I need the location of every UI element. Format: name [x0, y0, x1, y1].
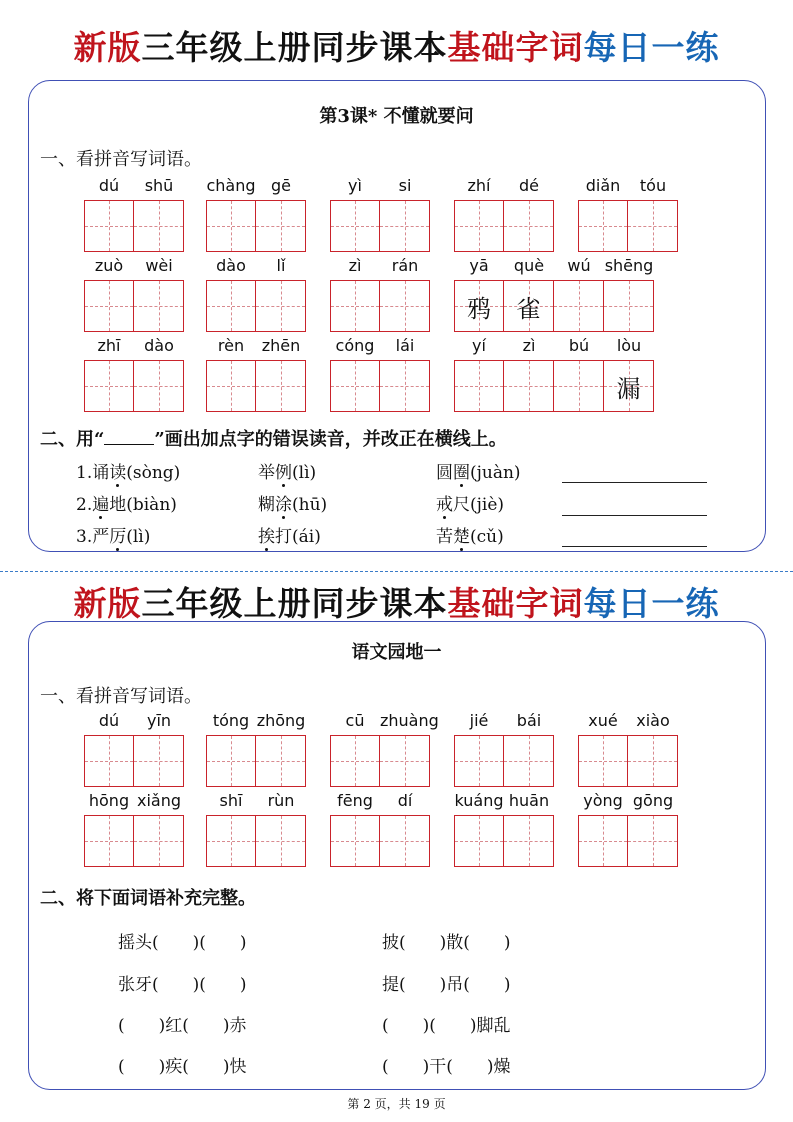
tianzige-cell[interactable]	[578, 735, 628, 787]
pinyin-row	[578, 791, 678, 813]
pinyin-row	[578, 711, 678, 733]
header2-part2: 三年级上册同步课本	[141, 584, 448, 623]
tianzige-cell[interactable]	[134, 360, 184, 412]
pinyin-syllable: zhí	[467, 176, 491, 195]
tianzige-cell[interactable]	[554, 280, 604, 332]
item-prefix: 1.诵	[76, 463, 110, 483]
pinyin-row	[454, 711, 554, 733]
pinyin-syllable: bú	[568, 336, 590, 355]
tianzige-boxes	[206, 200, 306, 252]
pinyin-syllable: yīn	[146, 711, 172, 730]
tianzige-boxes	[206, 815, 306, 867]
item-prefix: 苦	[436, 527, 453, 547]
pinyin-syllable: kuáng	[454, 791, 504, 810]
top-q2-title-b: ”画出加点字的错误读音，并改正在横线上。	[154, 429, 507, 450]
dotted-character: 读	[109, 463, 127, 483]
item-suffix: (cǔ)	[470, 527, 504, 547]
item-prefix: 2.	[76, 495, 93, 515]
tianzige-boxes	[454, 815, 554, 867]
pinyin-row	[206, 256, 306, 278]
tianzige-cell[interactable]	[256, 200, 306, 252]
pinyin-syllable: jié	[469, 711, 489, 730]
pinyin-syllable: shū	[144, 176, 174, 195]
top-q2-blank	[104, 444, 154, 445]
item-suffix: 打(ái)	[275, 527, 321, 547]
tianzige-cell[interactable]	[454, 200, 504, 252]
tianzige-boxes	[84, 815, 184, 867]
pinyin-row	[206, 711, 306, 733]
page-header-top	[0, 22, 793, 69]
idiom-fill-item-3[interactable]: 张牙( )( )	[118, 975, 247, 995]
pinyin-syllable: wèi	[145, 256, 173, 275]
tianzige-boxes	[330, 360, 430, 412]
tianzige-cell[interactable]	[256, 815, 306, 867]
pinyin-row	[206, 336, 306, 358]
tianzige-cell[interactable]	[380, 815, 430, 867]
top-q2-title-a: 二、用“	[40, 429, 105, 450]
pinyin-syllable: tóu	[639, 176, 667, 195]
dotted-character: 遍	[92, 495, 110, 515]
tianzige-boxes	[454, 360, 654, 412]
pinyin-syllable: bái	[516, 711, 542, 730]
pinyin-syllable: dé	[519, 176, 539, 195]
pinyin-syllable: yòng	[583, 791, 623, 810]
tianzige-boxes	[84, 200, 184, 252]
dotted-character: 戒	[436, 495, 453, 515]
pinyin-row	[330, 791, 430, 813]
idiom-fill-item-7[interactable]: ( )疾( )快	[118, 1057, 247, 1077]
item-prefix: 3.严	[76, 527, 110, 547]
header-part3: 基础字词	[447, 28, 584, 67]
tianzige-cell[interactable]	[330, 200, 380, 252]
pinyin-syllable: gōng	[632, 791, 674, 810]
tianzige-cell[interactable]	[84, 735, 134, 787]
pronunciation-item-1	[76, 458, 180, 483]
pinyin-syllable: shī	[219, 791, 243, 810]
tianzige-cell[interactable]	[256, 360, 306, 412]
bottom-lesson-title: 语文园地一	[351, 642, 442, 663]
pinyin-row	[578, 176, 678, 198]
pinyin-syllable: dào	[144, 336, 174, 355]
tianzige-cell[interactable]	[454, 360, 504, 412]
tianzige-cell[interactable]	[380, 735, 430, 787]
pinyin-row	[84, 176, 184, 198]
tianzige-cell[interactable]	[604, 360, 654, 412]
header-part4: 每日一练	[583, 28, 720, 67]
header2-part3: 基础字词	[447, 584, 584, 623]
dotted-character: 楚	[453, 527, 470, 547]
pinyin-syllable: zuò	[94, 256, 124, 275]
header-part2: 三年级上册同步课本	[141, 28, 448, 67]
pinyin-row	[454, 336, 654, 358]
tianzige-cell[interactable]	[206, 360, 256, 412]
tianzige-cell[interactable]	[380, 200, 430, 252]
tianzige-boxes	[84, 280, 184, 332]
tianzige-boxes	[454, 200, 554, 252]
tianzige-cell[interactable]	[628, 735, 678, 787]
tianzige-boxes	[330, 735, 430, 787]
pinyin-syllable: yí	[472, 336, 486, 355]
item-suffix: (lì)	[292, 463, 317, 483]
tianzige-cell[interactable]	[380, 280, 430, 332]
tianzige-cell[interactable]	[504, 360, 554, 412]
pinyin-row	[206, 791, 306, 813]
tianzige-boxes	[454, 280, 654, 332]
tianzige-cell[interactable]	[380, 360, 430, 412]
tianzige-cell[interactable]	[628, 815, 678, 867]
pinyin-row	[84, 256, 184, 278]
pinyin-row	[84, 336, 184, 358]
answer-line-1[interactable]	[562, 482, 707, 483]
bottom-q1-title: 一、看拼音写词语。	[40, 686, 202, 707]
tianzige-boxes	[206, 360, 306, 412]
pinyin-row	[330, 176, 430, 198]
pinyin-row	[330, 336, 430, 358]
tianzige-cell[interactable]	[134, 815, 184, 867]
pinyin-syllable: lái	[395, 336, 415, 355]
dotted-character: 厉	[109, 527, 127, 547]
pinyin-row	[84, 791, 184, 813]
pinyin-row	[206, 176, 306, 198]
pinyin-syllable: xué	[588, 711, 618, 730]
pronunciation-item-3	[436, 458, 521, 483]
item-prefix: 举	[258, 463, 275, 483]
item-prefix: 糊	[258, 495, 275, 515]
pinyin-syllable: rán	[391, 256, 419, 275]
tianzige-cell[interactable]	[578, 815, 628, 867]
item-suffix: (lì)	[126, 527, 151, 547]
given-character: 鸦	[467, 294, 491, 323]
pinyin-syllable: wú	[567, 256, 591, 275]
pinyin-row	[84, 711, 184, 733]
dotted-character: 涂	[275, 495, 292, 515]
pinyin-syllable: dí	[397, 791, 413, 810]
tianzige-cell[interactable]	[330, 735, 380, 787]
idiom-fill-item-4[interactable]: 提( )吊( )	[382, 975, 511, 995]
tianzige-boxes	[330, 815, 430, 867]
item-prefix: 圆	[436, 463, 453, 483]
tianzige-cell[interactable]	[84, 280, 134, 332]
idiom-fill-item-6[interactable]: ( )( )脚乱	[382, 1016, 511, 1036]
bottom-q2-title: 二、将下面词语补充完整。	[40, 888, 256, 909]
pinyin-syllable: zì	[348, 256, 362, 275]
idiom-fill-item-1[interactable]: 摇头( )( )	[118, 933, 247, 953]
answer-line-3[interactable]	[562, 546, 707, 547]
tianzige-cell[interactable]	[134, 735, 184, 787]
pinyin-syllable: tóng	[212, 711, 250, 730]
dotted-character: 挨	[258, 527, 275, 547]
pinyin-syllable: dú	[98, 176, 120, 195]
tianzige-cell[interactable]	[206, 200, 256, 252]
pinyin-syllable: xiào	[636, 711, 670, 730]
tianzige-cell[interactable]	[330, 360, 380, 412]
pronunciation-item-8	[258, 522, 321, 547]
pronunciation-item-7	[76, 522, 150, 547]
pinyin-syllable: què	[513, 256, 545, 275]
tianzige-cell[interactable]	[206, 735, 256, 787]
top-q2-title	[40, 425, 507, 451]
pinyin-row	[454, 791, 554, 813]
pinyin-syllable: zhī	[97, 336, 121, 355]
tianzige-cell[interactable]	[504, 280, 554, 332]
pinyin-syllable: cū	[345, 711, 365, 730]
tianzige-cell[interactable]	[330, 280, 380, 332]
tianzige-cell[interactable]	[256, 280, 306, 332]
pinyin-syllable: huān	[508, 791, 550, 810]
tianzige-boxes	[206, 280, 306, 332]
page-header-bottom	[0, 578, 793, 625]
tianzige-boxes	[330, 200, 430, 252]
tianzige-cell[interactable]	[84, 360, 134, 412]
page-footer: 第 2 页，共 19 页	[347, 1097, 446, 1111]
pinyin-row	[330, 711, 439, 733]
pinyin-syllable: shēng	[604, 256, 654, 275]
pinyin-syllable: zhōng	[256, 711, 306, 730]
tianzige-boxes	[578, 200, 678, 252]
tianzige-boxes	[84, 360, 184, 412]
tianzige-cell[interactable]	[206, 815, 256, 867]
pronunciation-item-9	[436, 522, 504, 547]
pronunciation-item-2	[258, 458, 316, 483]
pinyin-syllable: yā	[469, 256, 489, 275]
pinyin-syllable: xiǎng	[136, 791, 181, 810]
pinyin-syllable: lòu	[616, 336, 642, 355]
idiom-fill-item-8[interactable]: ( )干( )燥	[382, 1057, 511, 1077]
tianzige-cell[interactable]	[628, 200, 678, 252]
pinyin-syllable: chàng	[206, 176, 256, 195]
pronunciation-item-6	[436, 490, 504, 515]
idiom-fill-item-2[interactable]: 披( )散( )	[382, 933, 511, 953]
tianzige-cell[interactable]	[454, 280, 504, 332]
pinyin-syllable: yì	[348, 176, 362, 195]
given-character: 漏	[616, 374, 641, 403]
header-part1: 新版	[73, 28, 142, 67]
tianzige-cell[interactable]	[84, 815, 134, 867]
pinyin-row	[454, 256, 654, 278]
dotted-character: 例	[275, 463, 292, 483]
item-suffix: 尺(jiè)	[453, 495, 505, 515]
item-suffix: (hū)	[292, 495, 328, 515]
tianzige-boxes	[84, 735, 184, 787]
tianzige-boxes	[454, 735, 554, 787]
dotted-character: 圈	[453, 463, 470, 483]
pinyin-syllable: si	[398, 176, 412, 195]
pinyin-syllable: rùn	[267, 791, 295, 810]
top-q1-title: 一、看拼音写词语。	[40, 149, 202, 170]
pinyin-syllable: gē	[271, 176, 291, 195]
header2-part4: 每日一练	[583, 584, 720, 623]
top-lesson-title: 第3课* 不懂就要问	[319, 106, 474, 127]
tianzige-cell[interactable]	[504, 200, 554, 252]
idiom-fill-item-5[interactable]: ( )红( )赤	[118, 1016, 247, 1036]
tianzige-cell[interactable]	[84, 200, 134, 252]
header2-part1: 新版	[73, 584, 142, 623]
given-character: 雀	[516, 294, 541, 323]
tianzige-cell[interactable]	[504, 735, 554, 787]
pinyin-row	[330, 256, 430, 278]
tianzige-cell[interactable]	[504, 815, 554, 867]
tianzige-cell[interactable]	[554, 360, 604, 412]
tianzige-boxes	[578, 815, 678, 867]
pinyin-row	[454, 176, 554, 198]
item-suffix: (sòng)	[126, 463, 181, 483]
pinyin-syllable: lǐ	[276, 256, 286, 275]
pinyin-syllable: zhēn	[261, 336, 301, 355]
item-suffix: 地(biàn)	[109, 495, 177, 515]
cut-line	[0, 571, 793, 572]
pinyin-syllable: cóng	[335, 336, 375, 355]
pinyin-syllable: fēng	[337, 791, 373, 810]
pinyin-syllable: dào	[216, 256, 246, 275]
pinyin-syllable: dú	[98, 711, 120, 730]
item-suffix: (juàn)	[470, 463, 521, 483]
pinyin-syllable: hōng	[88, 791, 130, 810]
tianzige-cell[interactable]	[256, 735, 306, 787]
pinyin-syllable: rèn	[217, 336, 245, 355]
tianzige-cell[interactable]	[330, 815, 380, 867]
tianzige-cell[interactable]	[454, 815, 504, 867]
pronunciation-item-5	[258, 490, 327, 515]
tianzige-boxes	[578, 735, 678, 787]
tianzige-cell[interactable]	[134, 280, 184, 332]
tianzige-cell[interactable]	[604, 280, 654, 332]
tianzige-boxes	[206, 735, 306, 787]
pinyin-syllable: zì	[522, 336, 536, 355]
pinyin-syllable: zhuàng	[380, 711, 439, 730]
tianzige-cell[interactable]	[454, 735, 504, 787]
pronunciation-item-4	[76, 490, 177, 515]
tianzige-cell[interactable]	[206, 280, 256, 332]
answer-line-2[interactable]	[562, 515, 707, 516]
tianzige-cell[interactable]	[578, 200, 628, 252]
tianzige-boxes	[330, 280, 430, 332]
pinyin-syllable: diǎn	[585, 176, 621, 195]
tianzige-cell[interactable]	[134, 200, 184, 252]
